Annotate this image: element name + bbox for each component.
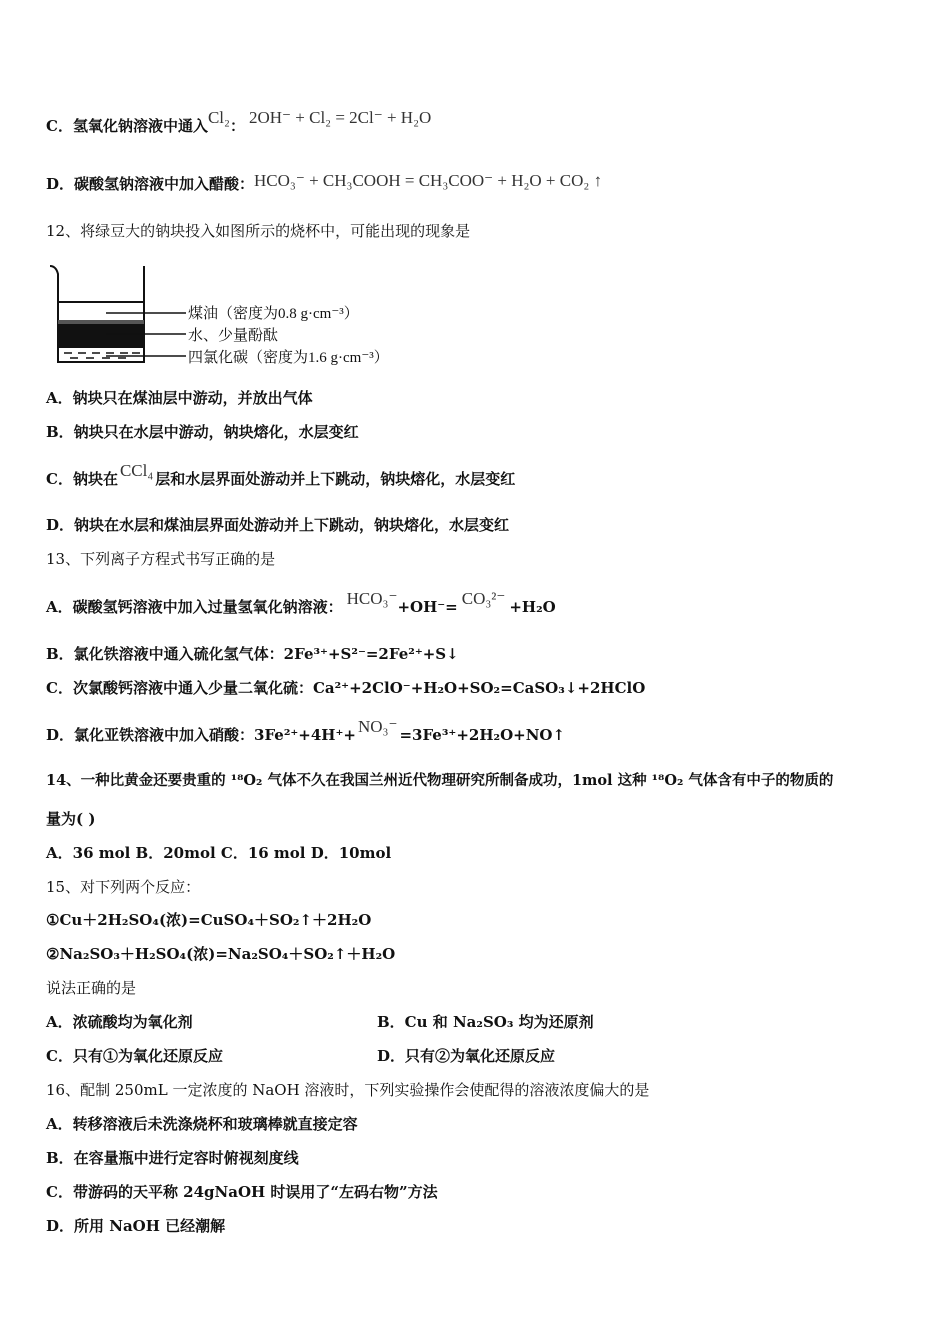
- q12-stem: 12、将绿豆大的钠块投入如图所示的烧杯中，可能出现的现象是: [46, 222, 471, 240]
- q11-option-c: C．氢氧化钠溶液中通入Cl₂： 2OH⁻ + Cl₂ = 2Cl⁻ + H₂O: [46, 108, 432, 135]
- q13-option-d: D．氯化亚铁溶液中加入硝酸：3Fe²⁺+4H⁺+ NO₃⁻ =3Fe³⁺+2H₂O+NO↑: [46, 717, 566, 744]
- q12-option-a: A．钠块只在煤油层中游动，并放出气体: [46, 389, 313, 407]
- q11-d-equation: HCO₃⁻ + CH₃COOH = CH₃COO⁻ + H₂O + CO₂ ↑: [254, 171, 603, 190]
- label-water: 水、少量酚酞: [188, 328, 279, 344]
- label-ccl4: 四氯化碳（密度为1.6 g·cm⁻³）: [188, 350, 389, 366]
- q15-reaction-1: ①Cu＋2H₂SO₄(浓)=CuSO₄＋SO₂↑＋2H₂O: [46, 911, 372, 929]
- q13-option-b: B．氯化铁溶液中通入硫化氢气体：2Fe³⁺+S²⁻=2Fe²⁺+S↓: [46, 645, 459, 663]
- q15-option-c: C．只有①为氧化还原反应: [46, 1047, 223, 1065]
- q13-a-formula-co3: CO₃²⁻: [461, 589, 506, 608]
- q14-stem-line2: 量为( ): [46, 810, 96, 828]
- q12-c-formula-ccl4: CCl₄: [119, 461, 154, 480]
- label-kerosene: 煤油（密度为0.8 g·cm⁻³）: [188, 306, 359, 322]
- q15-prompt: 说法正确的是: [46, 979, 137, 997]
- q16-option-d: D．所用 NaOH 已经潮解: [46, 1217, 226, 1235]
- q12-option-c: C．钠块在 CCl₄ 层和水层界面处游动并上下跳动，钠块熔化，水层变红: [46, 461, 516, 488]
- q12-option-d: D．钠块在水层和煤油层界面处游动并上下跳动，钠块熔化，水层变红: [46, 516, 510, 534]
- q16-option-a: A．转移溶液后未洗涤烧杯和玻璃棒就直接定容: [46, 1115, 358, 1133]
- q15-stem: 15、对下列两个反应：: [46, 878, 201, 896]
- q13-option-c: C．次氯酸钙溶液中通入少量二氧化硫：Ca²⁺+2ClO⁻+H₂O+SO₂=CaSO₃↓+2HClO: [46, 679, 646, 697]
- q15-option-b: B．Cu 和 Na₂SO₃ 均为还原剂: [377, 1013, 594, 1031]
- q16-option-c: C．带游码的天平称 24gNaOH 时误用了“左码右物”方法: [46, 1183, 438, 1201]
- q11-c-equation: 2OH⁻ + Cl₂ = 2Cl⁻ + H₂O: [248, 108, 432, 127]
- q11-c-formula-cl2: Cl₂: [207, 108, 230, 127]
- q12-option-b: B．钠块只在水层中游动，钠块熔化，水层变红: [46, 423, 359, 441]
- q14-options: A．36 mol B．20mol C．16 mol D．10mol: [46, 844, 392, 862]
- q14-stem-line1: 14、一种比黄金还要贵重的 ¹⁸O₂ 气体不久在我国兰州近代物理研究所制备成功，1mol 这种 ¹⁸O₂ 气体含有中子的物质的: [46, 772, 834, 789]
- beaker-figure: [46, 262, 446, 372]
- q11-option-d: D．碳酸氢钠溶液中加入醋酸：HCO₃⁻ + CH₃COOH = CH₃COO⁻ + H₂O + CO₂ ↑: [46, 171, 603, 193]
- q15-option-d: D．只有②为氧化还原反应: [377, 1047, 556, 1065]
- q13-d-formula-no3: NO₃⁻: [357, 717, 398, 736]
- q13-stem: 13、下列离子方程式书写正确的是: [46, 550, 276, 568]
- q16-stem: 16、配制 250mL 一定浓度的 NaOH 溶液时，下列实验操作会使配得的溶液浓度偏大的是: [46, 1081, 650, 1099]
- q15-options-row1: [46, 1012, 594, 1032]
- q16-option-b: B．在容量瓶中进行定容时俯视刻度线: [46, 1149, 299, 1167]
- q15-option-a: A．浓硫酸均为氧化剂: [46, 1013, 193, 1031]
- q15-reaction-2: ②Na₂SO₃＋H₂SO₄(浓)=Na₂SO₄＋SO₂↑＋H₂O: [46, 945, 396, 963]
- q13-a-formula-hco3: HCO₃⁻: [346, 589, 398, 608]
- q15-options-row2: [46, 1046, 556, 1066]
- q13-option-a: A．碳酸氢钙溶液中加入过量氢氧化钠溶液： HCO₃⁻+OH⁻= CO₃²⁻ +H₂O: [46, 589, 556, 616]
